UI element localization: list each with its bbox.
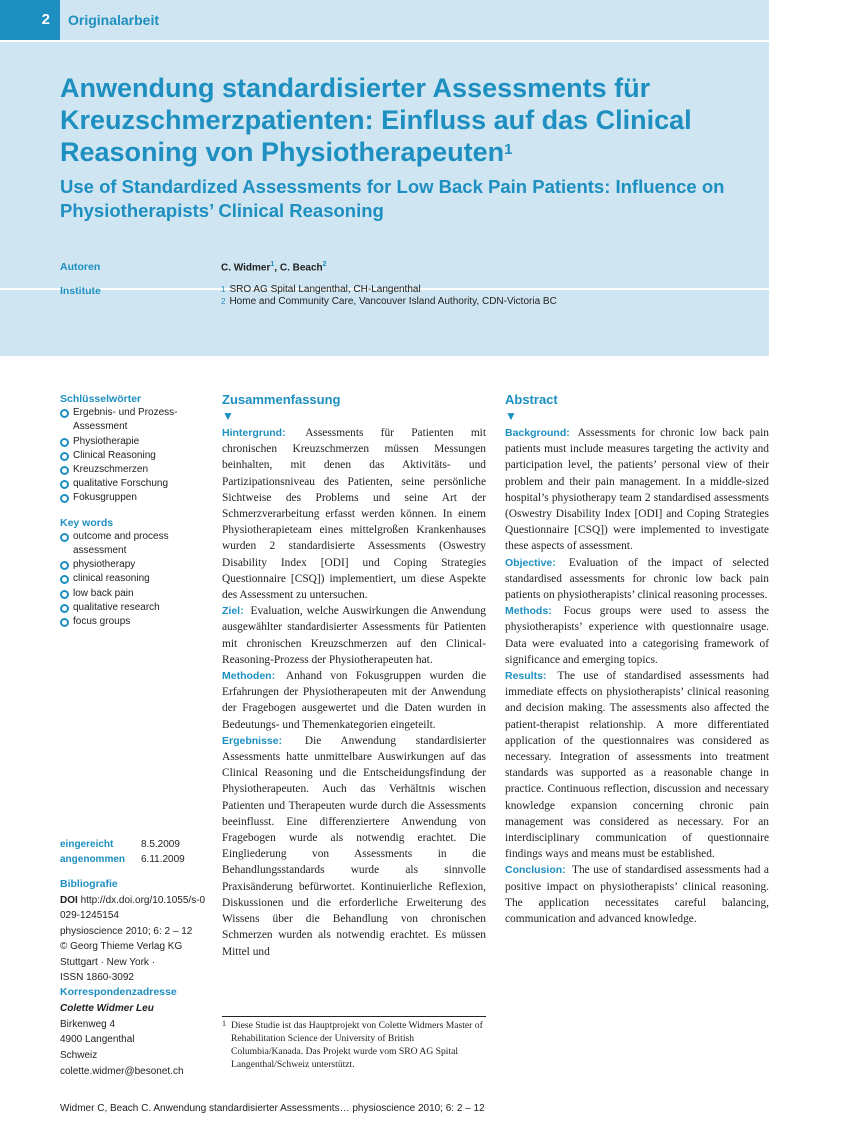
institute-number: 1 (221, 285, 226, 294)
abstract-paragraph (505, 603, 769, 668)
footnote-divider (222, 1016, 486, 1017)
section-text: Die Anwendung standardisierter Assessments hatte unmittelbare Auswirkungen auf das Clinical Reasoning und die Entscheidungsfindung der Physiotherapeuten. Auch das Verhältnis wischen Patienten und Therapeuten wurde durch die Assessments beeinflusst. Eine differenziertere Anwendung von Fragebogen wurde als notwendig erachtet. Die Eingliederung von Assessments in die Behandlungsstandards wurde als sinnvolle Praxisänderung befürwortet. Kontinuierliche Reflexion, Diskussionen und die erforderliche Erweiterung des Wissens über die Behandlung von chronischen Schmerzen wurden als notwendig erachtet. Es müssen Mittel und (222, 734, 486, 958)
heading-marker-icon: ▼ (222, 409, 234, 423)
keyword-item: low back pain (60, 587, 210, 601)
accepted-label: angenommen (60, 853, 126, 865)
corr-city: 4900 Langenthal (60, 1034, 135, 1046)
section-label: Results: (505, 670, 547, 683)
keyword-item: Kreuzschmerzen (60, 463, 210, 477)
keywords-de-heading: Schlüsselwörter (60, 393, 142, 405)
page-number: 2 (0, 0, 60, 40)
title-footnote-marker[interactable]: 1 (504, 141, 513, 158)
keyword-item: clinical reasoning (60, 572, 210, 586)
keyword-item: Ergebnis- und Prozess-Assessment (60, 406, 210, 434)
abstract-paragraph (505, 555, 769, 604)
section-text: Assessments für Patienten mit chronischen Kreuzschmerzen müssen Messungen beinhalten, mit denen das Aktivitäts- und Partizipationsniveau des Patienten, seine persönliche Sichtweise des Problems und seine Art der Schmerzverarbeitung erfasst werden können. In einem Physiotherapieteam eines mittelgroßen Krankenhauses wurden 2 standardisierte Assessments (Oswestry Disability Index [ODI] und Coping Strategies Questionnaire [CSQ]) implementiert, um diese Aspekte des Assessment zu untersuchen. (222, 427, 487, 602)
footnote-number: 1 (222, 1019, 226, 1028)
received-date: 8.5.2009 (141, 839, 180, 850)
author-separator: , (274, 262, 280, 274)
submission-dates (60, 838, 185, 867)
section-label: Ziel: (222, 605, 244, 618)
author-2: C. Beach (279, 262, 323, 274)
section-text: Evaluation, welche Auswirkungen die Anwendung ausgewählter standardisierter Assessments für Patienten mit chronischen Kreuzschmerzen auf den Clinical-Reasoning-Prozess der Physiotherapeuten hat. (222, 605, 486, 666)
keyword-item: Physiotherapie (60, 435, 210, 449)
author-1: C. Widmer (221, 262, 271, 274)
zusammenfassung-column (222, 391, 486, 960)
zusammenfassung-heading: Zusammenfassung (222, 392, 341, 407)
keywords-en-list (60, 530, 210, 629)
issn: ISSN 1860-3092 (60, 972, 134, 983)
abstract-paragraph (222, 603, 486, 668)
section-label: Background: (505, 427, 570, 439)
corr-country: Schweiz (60, 1050, 98, 1062)
abstract-paragraph (505, 425, 769, 555)
section-label: Conclusion: (505, 864, 566, 877)
copyright: © Georg Thieme Verlag KG (60, 941, 183, 952)
page-footer-citation: Widmer C, Beach C. Anwendung standardisierter Assessments… physioscience 2010; 6: 2 – 12 (60, 1103, 485, 1114)
publisher-place: Stuttgart · New York · (60, 956, 156, 968)
abstract-paragraph (222, 733, 486, 960)
doi-label: DOI (60, 894, 78, 906)
section-text: The use of standardised assessments had immediate effects on physiotherapists’ clinical reasoning and decision making. The assessments also affected the patient-therapist relationship. A more differentiated application of the questionnaires was considered as necessary. Integration of assessments into treatment standards was supported as a reasonable change in practice. Continuous reflection, discussion and necessary knowledge expansion concerning chronic pain management was considered as necessary. For an interdisciplinary communication of questionnaire findings ways and means must be established. (505, 670, 769, 861)
corr-street: Birkenweg 4 (60, 1018, 116, 1030)
section-text: Focus groups were used to assess the physiotherapists’ experience with questionnaire usage. Data were evaluated into a categorising framework of significance and emerging topics. (505, 605, 769, 666)
institute-item (221, 296, 557, 308)
institute-text: Home and Community Care, Vancouver Island Authority, CDN-Victoria BC (229, 296, 557, 307)
keyword-item: Fokusgruppen (60, 491, 210, 505)
section-text: Evaluation of the impact of selected standardised assessments for chronic low back pain patients on physiotherapists’ clinical reasoning processes. (505, 556, 769, 602)
correspondence (60, 985, 210, 1080)
keyword-item: focus groups (60, 615, 210, 629)
received-label: eingereicht (60, 839, 114, 850)
institute-text: SRO AG Spital Langenthal, CH-Langenthal (229, 284, 421, 295)
section-text: Anhand von Fokusgruppen wurden die Erfahrungen der Physiotherapeuten mit der Anwendung der Fragebogen ausgewertet und die Daten wurden in Bedeutungs- und Themenkategorien eingeteilt. (222, 670, 487, 731)
author-1-affiliation: 1 (270, 261, 275, 268)
institutes-list (221, 284, 557, 308)
article-title (60, 72, 750, 168)
keyword-item: qualitative Forschung (60, 477, 210, 491)
keyword-item: physiotherapy (60, 558, 210, 572)
biblio-heading: Bibliografie (60, 878, 118, 890)
abstract-column (505, 391, 769, 927)
doi-link[interactable]: http://dx.doi.org/10.1055/s-0029-1245154 (60, 894, 206, 921)
keywords-sidebar (60, 392, 210, 639)
author-2-affiliation: 2 (322, 261, 327, 268)
keyword-item: Clinical Reasoning (60, 449, 210, 463)
footnote-text: Diese Studie ist das Hauptprojekt von Colette Widmers Master of Rehabilitation Science der University of British Columbia/Kanada. Das Projekt wurde vom SRO AG Spital Langenthal/Schweiz unterstützt. (231, 1020, 483, 1070)
section-label: Hintergrund: (222, 427, 286, 439)
keywords-de-list (60, 406, 210, 505)
corr-heading: Korrespondenzadresse (60, 986, 177, 998)
abstract-heading: Abstract (505, 392, 558, 407)
section-text: Assessments for chronic low back pain patients must include measures targeting the activity and participation level, the patients’ personal view of their problem and their pain management. In a middle-sized hospital’s physiotherapy team 2 standardised assessments (Oswestry Disability Index [ODI] and Coping Strategies Questionnaire [CSQ]) were implemented to investigate these aspects of assessment. (505, 427, 769, 553)
title-text: Anwendung standardisierter Assessments für Kreuzschmerzpatienten: Einfluss auf das Clinical Reasoning von Physiotherapeuten (60, 73, 692, 167)
abstract-paragraph (222, 425, 486, 603)
keyword-item: qualitative research (60, 601, 210, 615)
institutes-label: Institute (60, 285, 101, 297)
corr-name: Colette Widmer Leu (60, 1002, 154, 1014)
keywords-en-heading: Key words (60, 516, 114, 529)
article-subtitle: Use of Standardized Assessments for Low Back Pain Patients: Influence on Physiotherapists’ Clinical Reasoning (60, 176, 725, 221)
heading-marker-icon: ▼ (505, 409, 517, 423)
accepted-date: 6.11.2009 (141, 853, 185, 865)
corr-email[interactable]: colette.widmer@besonet.ch (60, 1065, 184, 1077)
section-text: The use of standardised assessments had a positive impact on physiotherapists’ clinical reasoning. The application necessitates careful balancing, communication and advanced knowledge. (505, 864, 769, 926)
institute-item (221, 284, 557, 296)
bibliography (60, 877, 210, 986)
abstract-paragraph (222, 668, 486, 733)
abstract-paragraph (505, 862, 769, 927)
section-label: Methods: (505, 605, 552, 618)
abstract-paragraph (505, 668, 769, 862)
footnote (222, 1019, 486, 1071)
section-label: Originalarbeit (68, 12, 160, 28)
section-label: Objective: (505, 556, 556, 569)
citation: physioscience 2010; 6: 2 – 12 (60, 925, 193, 937)
title-block (0, 42, 769, 356)
authors (221, 261, 327, 273)
institute-number: 2 (221, 297, 226, 306)
authors-label: Autoren (60, 261, 101, 273)
section-label: Methoden: (222, 670, 276, 683)
keyword-item: outcome and process assessment (60, 530, 210, 558)
section-label: Ergebnisse: (222, 734, 283, 747)
